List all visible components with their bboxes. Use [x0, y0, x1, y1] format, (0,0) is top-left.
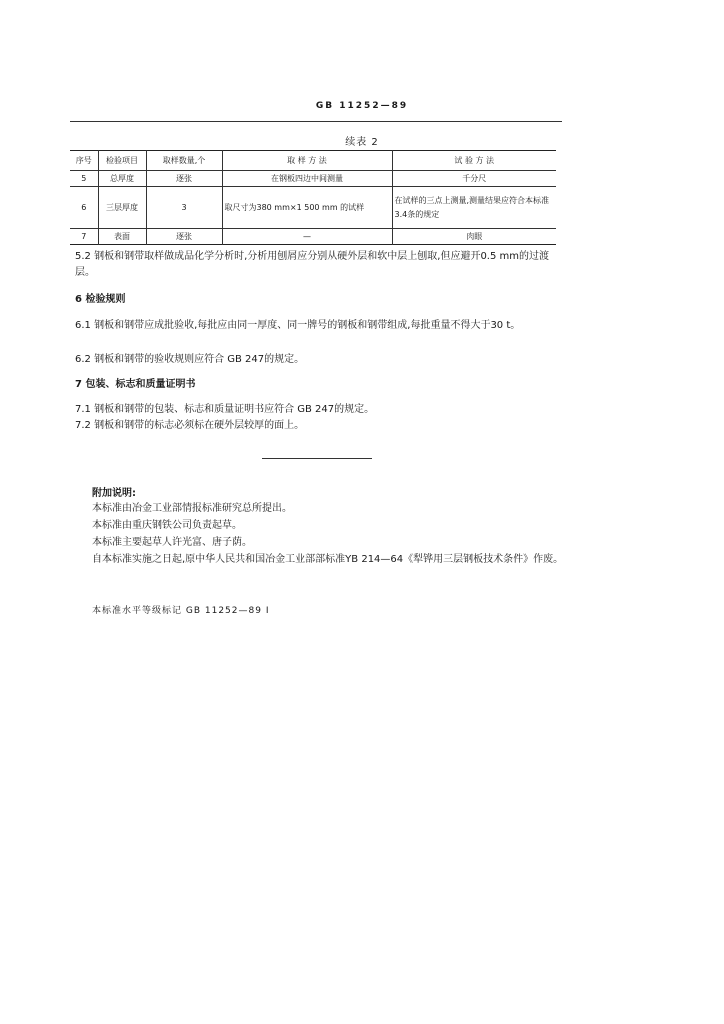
- cell-no: 7: [70, 229, 98, 245]
- table-caption: 续表 2: [345, 137, 379, 148]
- cell-item: 三层厚度: [98, 187, 146, 229]
- col-header-no: 序号: [70, 151, 98, 171]
- inspection-table: [70, 150, 556, 245]
- cell-qty: 逐张: [146, 229, 222, 245]
- section-6-heading: 6 检验规则: [75, 294, 126, 305]
- note-line: 本标准由重庆钢铁公司负责起草。: [92, 520, 242, 531]
- standard-level-mark: 本标准水平等级标记 GB 11252—89 I: [92, 606, 270, 616]
- header-rule: [70, 121, 562, 122]
- cell-test: 在试样的三点上测量,测量结果应符合本标准3.4条的规定: [392, 187, 556, 229]
- cell-item: 总厚度: [98, 171, 146, 187]
- cell-no: 5: [70, 171, 98, 187]
- cell-sampling: 取尺寸为380 mm×1 500 mm 的试样: [222, 187, 392, 229]
- col-header-qty: 取样数量,个: [146, 151, 222, 171]
- col-header-test: 试 验 方 法: [392, 151, 556, 171]
- cell-qty: 3: [146, 187, 222, 229]
- col-header-item: 检验项目: [98, 151, 146, 171]
- col-header-sampling: 取 样 方 法: [222, 151, 392, 171]
- cell-test: 千分尺: [392, 171, 556, 187]
- section-7-heading: 7 包装、标志和质量证明书: [75, 379, 196, 390]
- cell-test: 肉眼: [392, 229, 556, 245]
- clause-6-1: 6.1 钢板和钢带应成批验收,每批应由同一厚度、同一牌号的钢板和钢带组成,每批重量不得大于30 t。: [75, 320, 521, 331]
- note-line: 自本标准实施之日起,原中华人民共和国冶金工业部部标准YB 214—64《犁铧用三层钢板技术条件》作废。: [92, 554, 564, 565]
- note-line: 本标准主要起草人许光富、唐子荫。: [92, 537, 252, 548]
- clause-6-2: 6.2 钢板和钢带的验收规则应符合 GB 247的规定。: [75, 354, 305, 365]
- table-header-row: [70, 151, 556, 171]
- cell-item: 表面: [98, 229, 146, 245]
- cell-sampling: 在钢板四边中间测量: [222, 171, 392, 187]
- cell-qty: 逐张: [146, 171, 222, 187]
- cell-no: 6: [70, 187, 98, 229]
- table-row: [70, 171, 556, 187]
- cell-sampling: —: [222, 229, 392, 245]
- page-header: GB 11252—89: [315, 101, 409, 111]
- clause-7-2: 7.2 钢板和钢带的标志必须标在硬外层较厚的面上。: [75, 420, 305, 431]
- table-row: [70, 229, 556, 245]
- note-line: 本标准由冶金工业部情报标准研究总所提出。: [92, 503, 292, 514]
- table-row: [70, 187, 556, 229]
- clause-5-2: 5.2 钢板和钢带取样做成品化学分析时,分析用刨屑应分别从硬外层和软中层上刨取,但应避开0.5 mm的过渡层。: [75, 251, 550, 278]
- section-divider: [262, 458, 372, 459]
- notes-title: 附加说明:: [92, 488, 136, 499]
- clause-7-1: 7.1 钢板和钢带的包装、标志和质量证明书应符合 GB 247的规定。: [75, 404, 375, 415]
